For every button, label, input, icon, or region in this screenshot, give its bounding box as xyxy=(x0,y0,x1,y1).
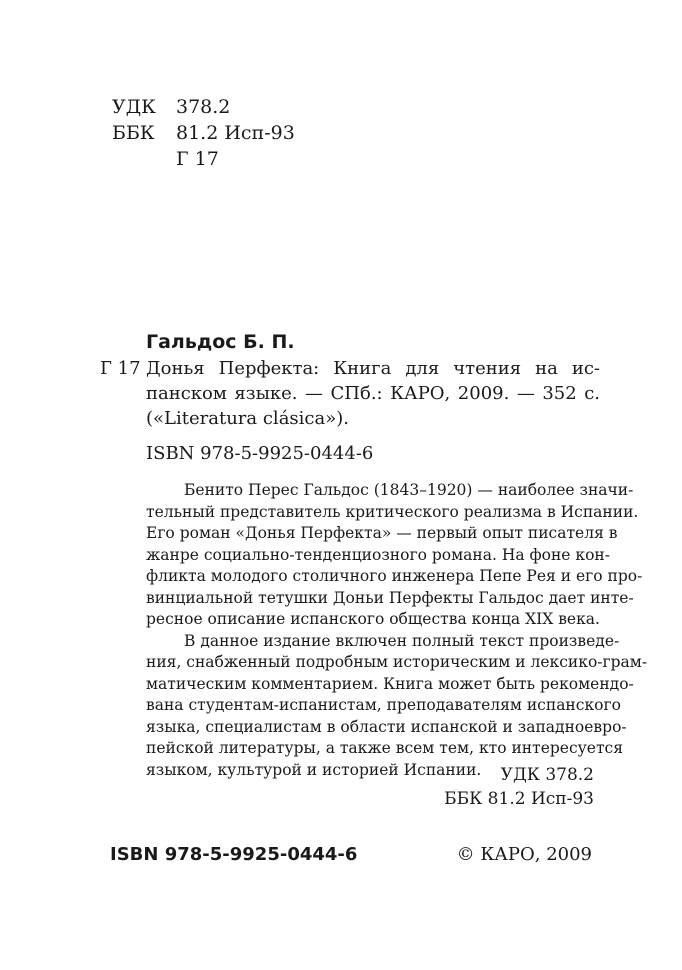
entry-line: панском языке. — СПб.: КАРО, 2009. — 352 с. xyxy=(146,383,600,404)
annotation-line: матическим комментарием. Книга может быть рекомендо- xyxy=(146,674,634,693)
annotation-line: винциальной тетушки Доньи Перфекты Гальдос дает инте- xyxy=(146,588,634,607)
annotation-line: жанре социально-тенденциозного романа. На фоне кон- xyxy=(146,545,610,564)
annotation-line: Бенито Перес Гальдос (1843–1920) — наиболее значи- xyxy=(184,481,634,499)
bbk-label: ББК xyxy=(112,122,155,144)
copyright: © КАРО, 2009 xyxy=(456,844,592,865)
annotation-line: В данное издание включен полный текст произведе- xyxy=(184,631,620,650)
classification-block xyxy=(112,94,295,172)
bbk-code: ББК 81.2 Исп-93 xyxy=(444,789,594,809)
annotation-line: пейской литературы, а также всем тем, кто интересуется xyxy=(146,739,623,757)
udk-value: 378.2 xyxy=(176,96,231,118)
author-name: Гальдос Б. П. xyxy=(146,331,295,353)
annotation xyxy=(146,480,648,781)
footer-isbn: ISBN 978-5-9925-0444-6 xyxy=(110,844,358,865)
bbk-value: 81.2 Исп-93 xyxy=(176,122,295,144)
udk-label: УДК xyxy=(112,96,156,118)
author-code: Г 17 xyxy=(176,148,219,170)
annotation-line: вана студентам-испанистам, преподавателям испанского xyxy=(146,696,621,714)
entry-line: Донья Перфекта: Книга для чтения на ис- xyxy=(146,358,600,379)
entry-line: («Literatura clásica»). xyxy=(146,408,349,429)
annotation-line: тельный представитель критического реализма в Испании. xyxy=(146,502,639,521)
annotation-line: Его роман «Донья Перфекта» — первый опыт писателя в xyxy=(146,524,618,542)
bibliographic-entry xyxy=(100,356,600,431)
udk-code: УДК 378.2 xyxy=(500,765,594,785)
annotation-line: языка, специалистам в области испанской и западноевро- xyxy=(146,717,627,736)
bbk-row xyxy=(112,120,295,146)
classification-codes-right xyxy=(444,763,594,811)
annotation-line: ресное описание испанского общества конца XIX века. xyxy=(146,610,600,628)
udk-row xyxy=(112,94,295,120)
annotation-line: ния, снабженный подробным историческим и лексико-грам- xyxy=(146,653,648,671)
annotation-line: фликта молодого столичного инженера Пепе Рея и его про- xyxy=(146,567,643,585)
entry-isbn: ISBN 978-5-9925-0444-6 xyxy=(146,443,374,464)
annotation-line: языком, культурой и историей Испании. xyxy=(146,760,482,779)
entry-mark: Г 17 xyxy=(100,358,141,379)
